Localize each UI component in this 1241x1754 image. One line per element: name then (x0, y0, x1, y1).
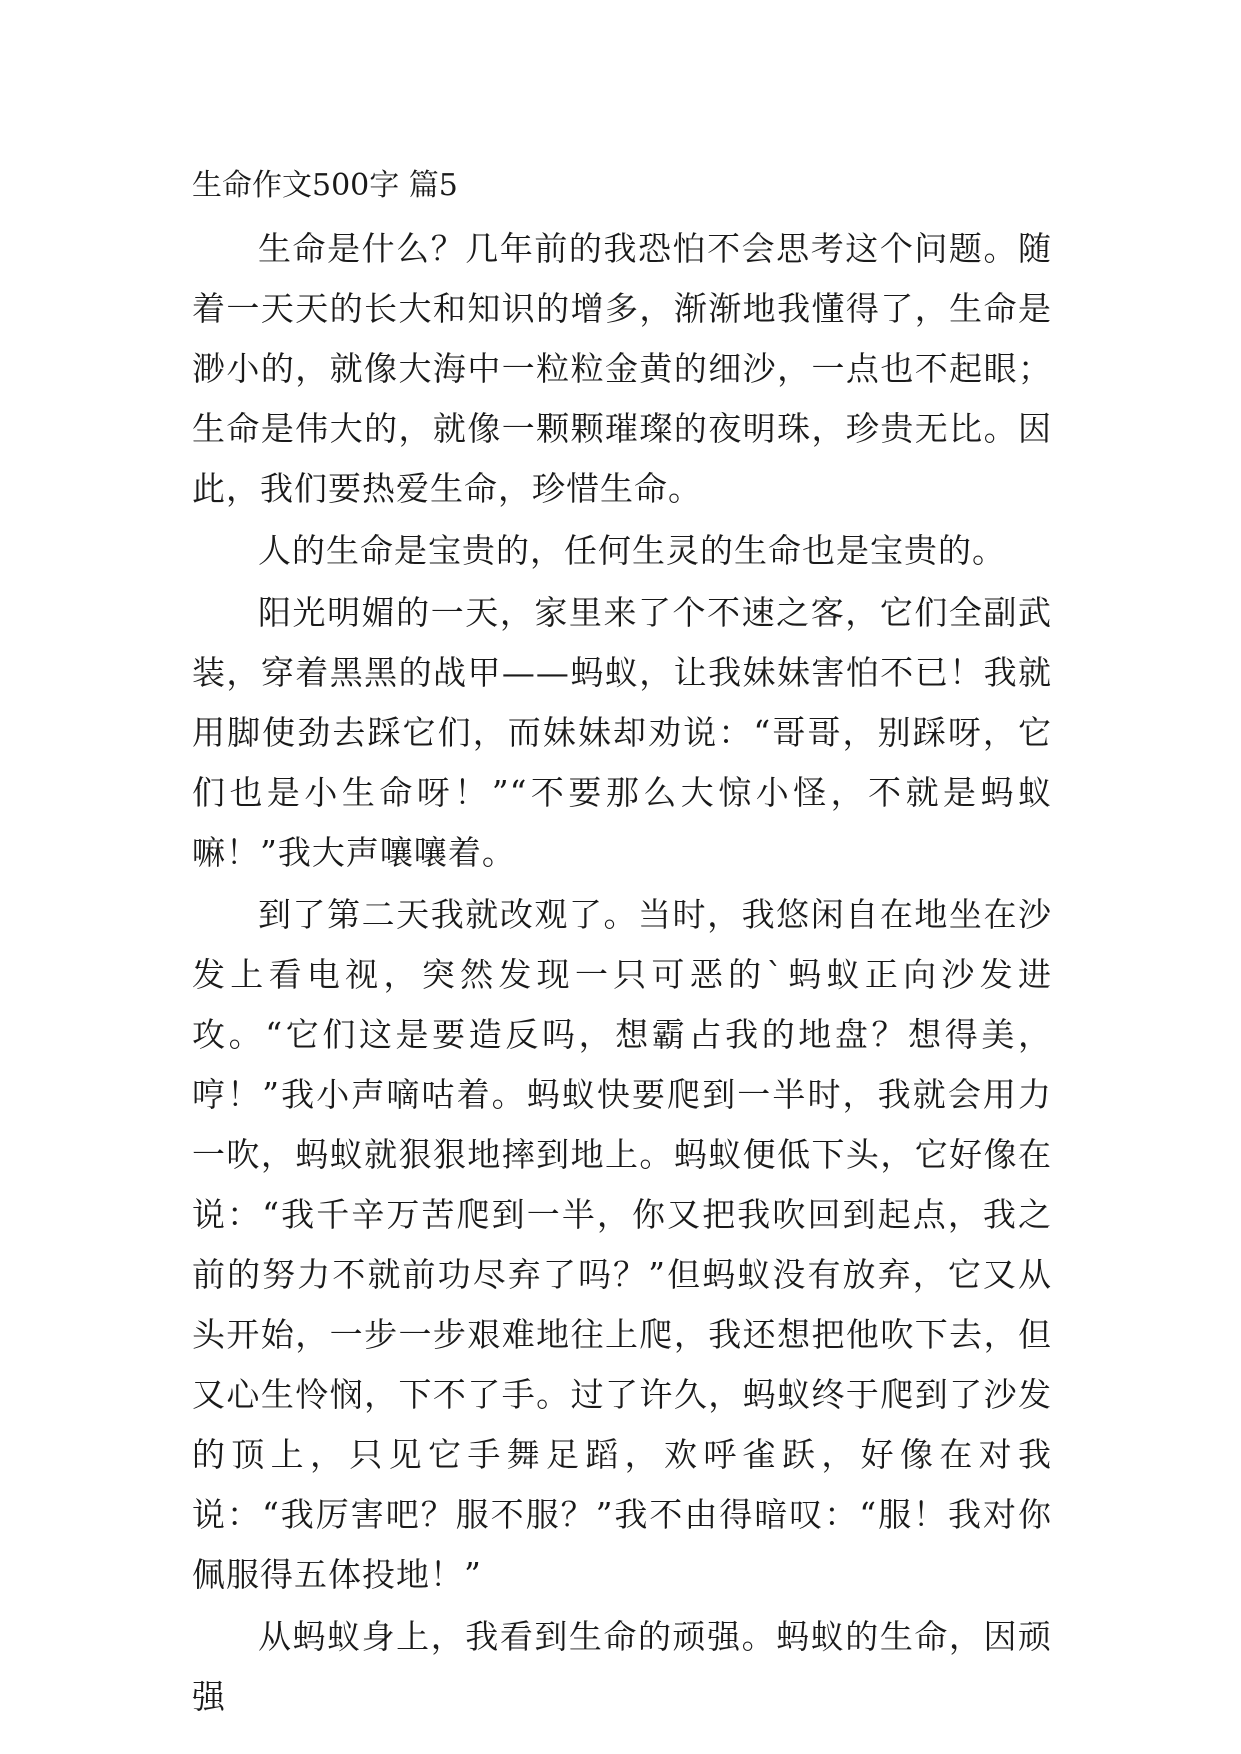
paragraph-1: 生命是什么？几年前的我恐怕不会思考这个问题。随着一天天的长大和知识的增多，渐渐地我懂得了，生命是渺小的，就像大海中一粒粒金黄的细沙，一点也不起眼；生命是伟大的，就像一颗颗璀璨的夜明珠，珍贵无比。因此，我们要热爱生命，珍惜生命。 (192, 229, 1052, 508)
paragraph-5: 从蚂蚁身上，我看到生命的顽强。蚂蚁的生命，因顽强 (192, 1617, 1052, 1716)
document-body (192, 157, 1052, 1729)
essay-title: 生命作文500字 篇5 (192, 168, 458, 203)
paragraph-3: 阳光明媚的一天，家里来了个不速之客，它们全副武装，穿着黑黑的战甲——蚂蚁，让我妹妹害怕不已！我就用脚使劲去踩它们，而妹妹却劝说：“哥哥，别踩呀，它们也是小生命呀！”“不要那么大惊小怪，不就是蚂蚁嘛！”我大声嚷嚷着。 (192, 593, 1052, 872)
paragraph-4: 到了第二天我就改观了。当时，我悠闲自在地坐在沙发上看电视，突然发现一只可恶的`蚂蚁正向沙发进攻。“它们这是要造反吗，想霸占我的地盘？想得美，哼！”我小声嘀咕着。蚂蚁快要爬到一半时，我就会用力一吹，蚂蚁就狠狠地摔到地上。蚂蚁便低下头，它好像在说：“我千辛万苦爬到一半，你又把我吹回到起点，我之前的努力不就前功尽弃了吗？”但蚂蚁没有放弃，它又从头开始，一步一步艰难地往上爬，我还想把他吹下去，但又心生怜悯，下不了手。过了许久，蚂蚁终于爬到了沙发的顶上，只见它手舞足蹈，欢呼雀跃，好像在对我说：“我厉害吧？服不服？”我不由得暗叹：“服！我对你佩服得五体投地！” (192, 895, 1052, 1594)
paragraph-2: 人的生命是宝贵的，任何生灵的生命也是宝贵的。 (258, 531, 1006, 570)
